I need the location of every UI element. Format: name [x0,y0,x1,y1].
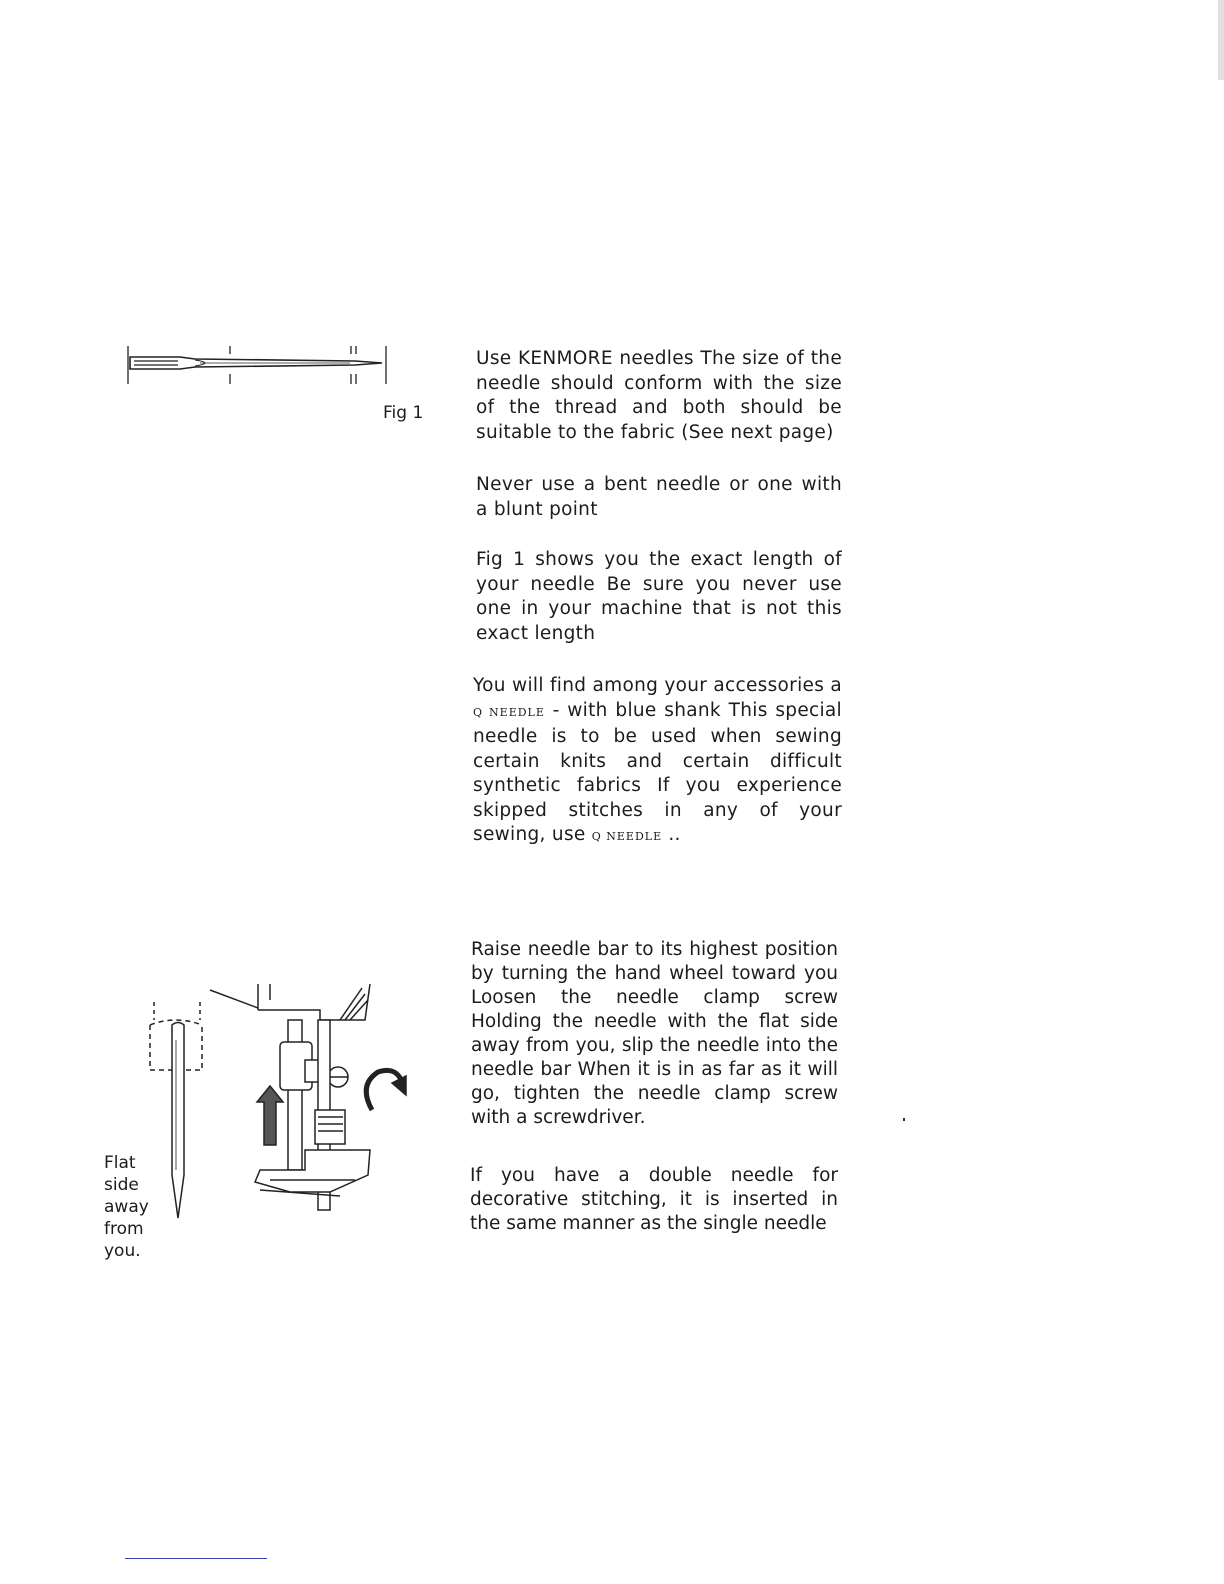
accessory-text-3: .. [668,824,681,845]
stray-mark [903,1118,905,1121]
flat-side-label: Flat side away from you. [104,1153,149,1261]
paragraph-needle-size: Use KENMORE needles The size of the needle should conform with the size of the thread and both should be suitable to the fabric (See next page) [476,348,842,443]
paragraph-insert-needle: Raise needle bar to its highest position by turning the hand wheel toward you Loosen the needle clamp screw Holding the needle with the flat side away from you, slip the needle into the needle bar When it is in as far as it will go, tighten the needle clamp screw with a screwdriver. [471,939,838,1128]
page-edge-mark [1218,0,1224,80]
accessory-text-1: You will find among your accessories a [473,675,842,696]
paragraph-accessories [473,674,842,850]
fig-1-label: Fig 1 [383,403,424,423]
paragraph-double-needle: If you have a double needle for decorative stitching, it is inserted in the same manner as the single needle [470,1165,838,1234]
needle-length-icon [120,340,395,390]
paragraph-bent-needle: Never use a bent needle or one with a blunt point [476,474,842,520]
bottom-rule [125,1558,267,1559]
paragraph-needle-length: Fig 1 shows you the exact length of your needle Be sure you never use one in your machine that is not this exact length [476,549,842,644]
q-needle-mark-2: Q NEEDLE [591,830,663,843]
needle-insertion-icon [140,980,415,1230]
q-needle-mark-1: Q NEEDLE [473,705,545,719]
accessory-text-2: - with blue shank This special needle is to be used when sewing certain knits and certain difficult synthetic fabrics If you experience skipped stitches in any of your sewing, use [473,699,842,845]
